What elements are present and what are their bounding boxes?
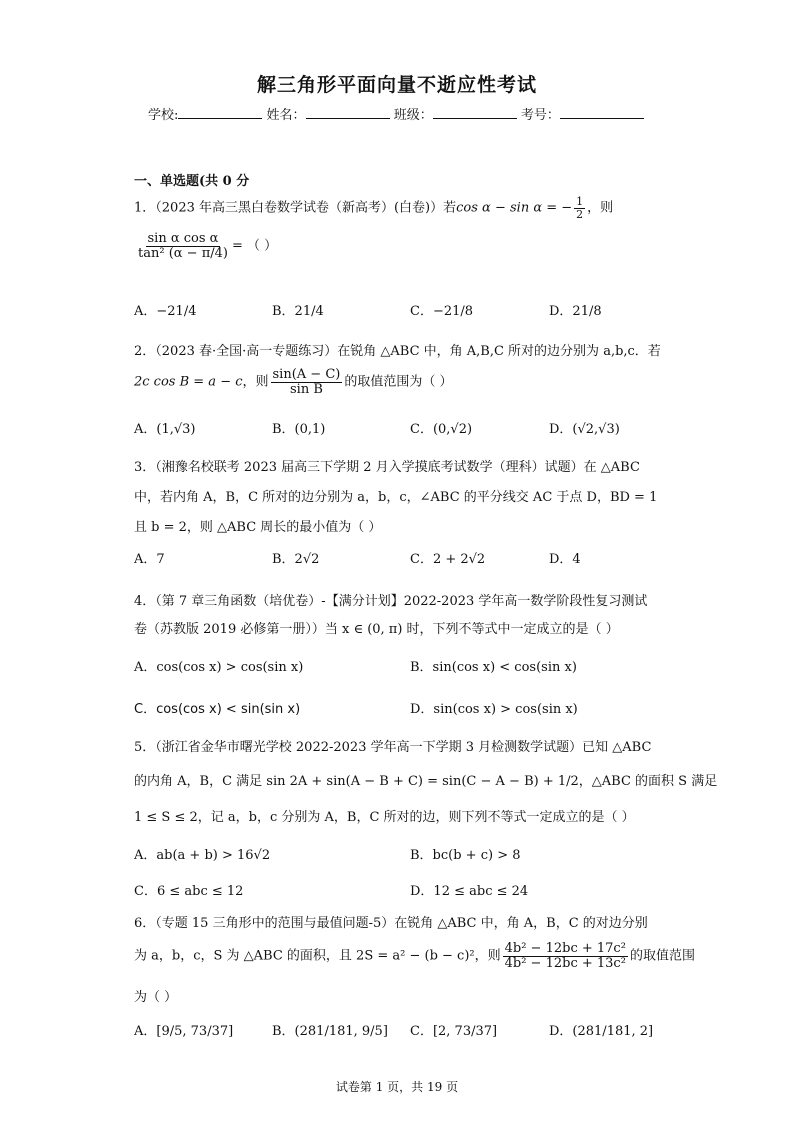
school-label: 学校: <box>148 108 179 123</box>
q2-option-c[interactable]: C．(0,√2) <box>410 422 473 437</box>
name-label: 姓名： <box>266 108 306 123</box>
q2-condition: 2c cos B = a − c <box>134 374 243 390</box>
q3-line1: 3．（湘豫名校联考 2023 届高三下学期 2 月入学摸底考试数学（理科）试题）在 △ABC <box>134 460 640 475</box>
name-blank[interactable] <box>306 106 390 119</box>
q2-line2: 2c cos B = a − c，则 $\frac{\sin(A - C)}{\text{sin B}}$ 的取值范围为（ ） <box>134 367 453 397</box>
class-label: 班级： <box>393 108 433 123</box>
class-blank[interactable] <box>433 106 517 119</box>
q1-option-c[interactable]: C．−21/8 <box>410 304 474 319</box>
q6-option-d[interactable]: D．(281/181, 2] <box>549 1024 654 1039</box>
q1-option-a[interactable]: A．−21/4 <box>134 304 197 319</box>
q2-fraction: $\frac{\sin(A - C)}{\text{sin B}}$ <box>272 367 341 397</box>
q3-line3: 且 b = 2，则 △ABC 周长的最小值为（ ） <box>134 520 382 535</box>
q6-option-b[interactable]: B．(281/181, 9/5] <box>272 1024 388 1039</box>
q4-option-b[interactable]: B．sin(cos x) < cos(sin x) <box>410 660 577 675</box>
q1-main-fraction: $\frac{\text{sin α cos α}}{\text{tan² (α − π/4)}}$ <box>138 231 228 261</box>
q5-line3: 1 ≤ S ≤ 2，记 a，b，c 分别为 A，B，C 所对的边，则下列不等式一定成立的是（ ） <box>134 810 635 825</box>
q3-option-c[interactable]: C．2 + 2√2 <box>410 552 486 567</box>
q3-option-a[interactable]: A．7 <box>134 552 165 567</box>
q1-option-b[interactable]: B．21/4 <box>272 304 324 319</box>
q4-option-a[interactable]: A．cos(cos x) > cos(sin x) <box>134 660 304 675</box>
school-blank[interactable] <box>178 106 262 119</box>
q5-option-b[interactable]: B．bc(b + c) > 8 <box>410 848 521 863</box>
page-footer: 试卷第 1 页，共 19 页 <box>335 1080 459 1094</box>
q1-option-d[interactable]: D．21/8 <box>549 304 602 319</box>
q1-stem: 1．（2023 年高三黑白卷数学试卷（新高考）(白卷)）若cos α − sin α = − $\frac{1}{2}$ ，则 <box>134 195 614 221</box>
q2-option-d[interactable]: D．(√2,√3) <box>549 422 620 437</box>
q1-condition: cos α − sin α = − <box>456 200 573 216</box>
q2-option-b[interactable]: B．(0,1) <box>272 422 326 437</box>
q6-line2: 为 a，b，c，S 为 △ABC 的面积，且 2S = a² − (b − c)²，则 $\frac{\text{4b² − 12bc + 17c²}}{\text{4b² − 12bc + 13c²}}$ 的取值范围 <box>134 941 695 971</box>
q4-option-c[interactable]: C．cos(cos x) < sin(sin x) <box>134 702 301 717</box>
q2-line1: 2．（2023 春·全国·高一专题练习）在锐角 △ABC 中，角 A,B,C 所对的边分别为 a,b,c．若 <box>134 344 661 359</box>
q1-expression: $\frac{\text{sin α cos α}}{\text{tan² (α − π/4)}}$ = （ ） <box>138 231 278 261</box>
q1-answer-paren: （ ） <box>247 238 278 254</box>
q6-line1: 6．（专题 15 三角形中的范围与最值问题-5）在锐角 △ABC 中，角 A，B，C 的对边分别 <box>134 916 648 931</box>
q5-option-c[interactable]: C．6 ≤ abc ≤ 12 <box>134 884 244 899</box>
q4-line2: 卷（苏教版 2019 必修第一册））当 x ∈ (0, π) 时，下列不等式中一定成立的是（ ） <box>134 622 619 637</box>
page-title: 解三角形平面向量不逝应性考试 <box>256 74 537 96</box>
section-heading: 一、单选题(共 0 分 <box>134 174 250 189</box>
q1-half-fraction: $\frac{1}{2}$ <box>576 195 584 221</box>
q5-line1: 5．（浙江省金华市曙光学校 2022-2023 学年高一下学期 3 月检测数学试题）已知 △ABC <box>134 740 652 755</box>
q4-option-d[interactable]: D．sin(cos x) > cos(sin x) <box>410 702 578 717</box>
q6-line3: 为（ ） <box>134 990 178 1005</box>
q5-option-a[interactable]: A．ab(a + b) > 16√2 <box>134 848 271 863</box>
q3-line2: 中，若内角 A，B，C 所对的边分别为 a，b，c，∠ABC 的平分线交 AC 于点 D，BD = 1 <box>134 490 658 505</box>
student-info-fields <box>148 104 644 123</box>
q2-option-a[interactable]: A．(1,√3) <box>134 422 196 437</box>
q5-option-d[interactable]: D．12 ≤ abc ≤ 24 <box>410 884 529 899</box>
q4-line1: 4．（第 7 章三角函数（培优卷）-【满分计划】2022-2023 学年高一数学阶段性复习测试 <box>134 594 648 609</box>
q3-option-d[interactable]: D．4 <box>549 552 581 567</box>
q6-option-a[interactable]: A．[9/5, 73/37] <box>134 1024 234 1039</box>
number-blank[interactable] <box>560 106 644 119</box>
q6-option-c[interactable]: C．[2, 73/37] <box>410 1024 498 1039</box>
number-label: 考号： <box>520 108 560 123</box>
q5-line2: 的内角 A，B，C 满足 sin 2A + sin(A − B + C) = sin(C − A − B) + 1/2，△ABC 的面积 S 满足 <box>134 774 718 789</box>
q6-fraction: $\frac{\text{4b² − 12bc + 17c²}}{\text{4b² − 12bc + 13c²}}$ <box>504 941 626 971</box>
q3-option-b[interactable]: B．2√2 <box>272 552 320 567</box>
